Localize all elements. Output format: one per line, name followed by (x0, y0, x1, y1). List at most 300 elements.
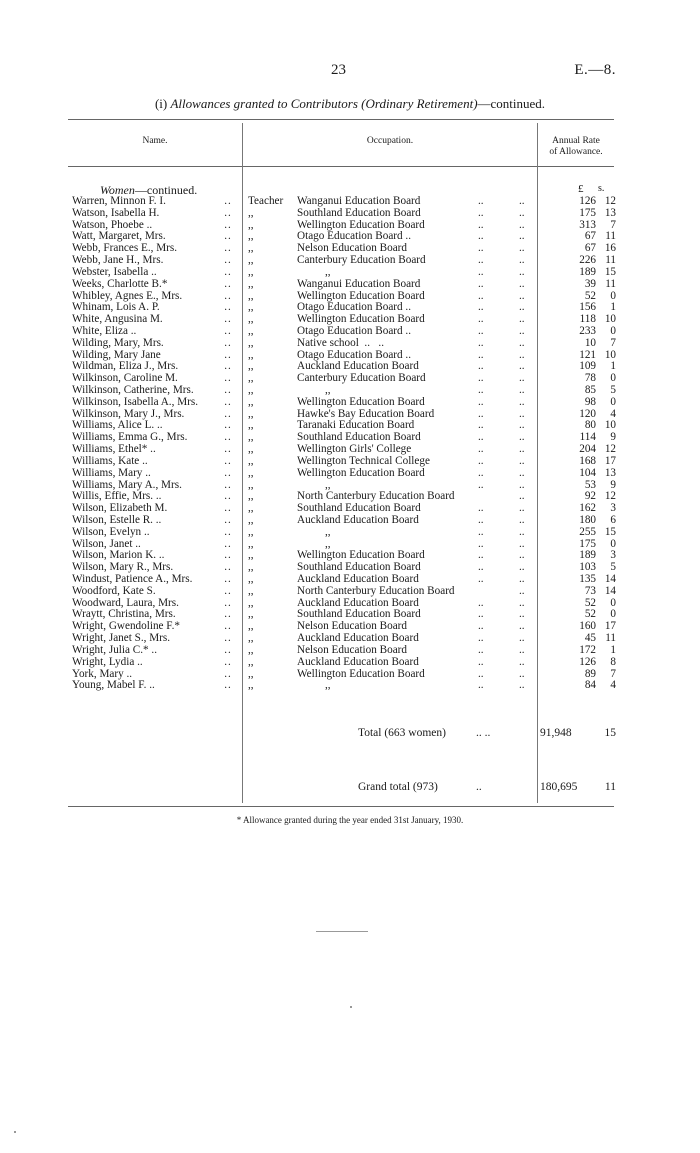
row-name: Wilson, Evelyn .. (72, 525, 150, 538)
row-occupation: Auckland Education Board (297, 513, 419, 526)
row-leader-dots-a: .. (478, 242, 484, 255)
row-leader-dots-b: .. (519, 454, 525, 467)
row-shillings: 14 (604, 584, 616, 597)
table-row (0, 515, 700, 527)
row-pounds: 109 (579, 360, 596, 373)
row-shillings: 11 (605, 277, 616, 290)
row-leader-dots: .. (224, 313, 232, 326)
row-leader-dots: .. (224, 466, 232, 479)
row-leader-dots-b: .. (519, 549, 525, 562)
row-shillings: 10 (604, 419, 616, 432)
row-leader-dots-b: .. (519, 265, 525, 278)
row-occupation: Wellington Education Board (297, 313, 425, 326)
row-pounds: 168 (579, 454, 596, 467)
row-occupation: Wellington Girls' College (297, 443, 412, 456)
row-pounds: 120 (579, 407, 596, 420)
row-leader-dots-a: .. (478, 360, 484, 373)
row-name: Wilson, Marion K. .. (72, 549, 165, 562)
row-occupation: Wanganui Education Board (297, 195, 421, 207)
row-occupation: Otago Education Board .. (297, 324, 412, 337)
row-leader-dots-a: .. (478, 655, 484, 668)
total-women-label: Total (663 women) (358, 727, 446, 739)
row-leader-dots: .. (224, 584, 232, 597)
row-leader-dots-b: .. (519, 679, 525, 692)
section-heading-italic: Women (100, 183, 135, 197)
row-occupation-prefix: ,, (248, 549, 254, 562)
row-shillings: 0 (610, 608, 616, 621)
row-leader-dots-b: .. (519, 336, 525, 349)
row-name: Williams, Mary A., Mrs. (72, 478, 182, 491)
row-pounds: 175 (579, 537, 596, 550)
row-name: Webb, Jane H., Mrs. (72, 254, 164, 267)
row-occupation: Wellington Education Board (297, 289, 425, 302)
row-leader-dots: .. (224, 301, 232, 314)
row-leader-dots-b: .. (519, 313, 525, 326)
table-row (0, 338, 700, 350)
grand-total-label: Grand total (973) (358, 781, 438, 793)
row-leader-dots: .. (224, 679, 232, 692)
row-leader-dots-b: .. (519, 395, 525, 408)
column-header-occupation: Occupation. (366, 136, 414, 146)
row-occupation: ,, (297, 679, 331, 692)
row-pounds: 175 (579, 206, 596, 219)
row-shillings: 8 (610, 655, 616, 668)
row-shillings: 9 (610, 478, 616, 491)
row-shillings: 11 (605, 230, 616, 243)
row-leader-dots: .. (224, 643, 232, 656)
row-name: Windust, Patience A., Mrs. (72, 573, 193, 585)
row-leader-dots: .. (224, 431, 232, 444)
row-leader-dots: .. (224, 549, 232, 562)
header-rule (68, 166, 242, 167)
row-leader-dots: .. (224, 206, 232, 219)
row-occupation: Wellington Education Board (297, 395, 425, 408)
row-shillings: 9 (610, 431, 616, 444)
row-leader-dots: .. (224, 265, 232, 278)
row-occupation: ,, (297, 525, 331, 538)
row-occupation: Canterbury Education Board (297, 254, 426, 267)
row-pounds: 92 (584, 490, 596, 503)
page-reference: E.—8. (574, 62, 616, 78)
row-shillings: 12 (604, 490, 616, 503)
row-leader-dots: .. (224, 289, 232, 302)
row-occupation-prefix: ,, (248, 608, 254, 621)
row-leader-dots-b: .. (519, 632, 525, 645)
row-name: Webb, Frances E., Mrs. (72, 242, 178, 255)
row-shillings: 13 (604, 466, 616, 479)
row-leader-dots-b: .. (519, 513, 525, 526)
row-leader-dots-b: .. (519, 360, 525, 373)
table-row (0, 267, 700, 279)
row-leader-dots-a: .. (478, 336, 484, 349)
row-occupation: Hawke's Bay Education Board (297, 407, 435, 420)
row-name: Wright, Gwendoline F.* (72, 620, 181, 633)
row-occupation-prefix: ,, (248, 419, 254, 432)
row-occupation-prefix: ,, (248, 395, 254, 408)
row-leader-dots: .. (224, 667, 232, 680)
row-occupation-prefix: ,, (248, 407, 254, 420)
row-leader-dots-b: .. (519, 537, 525, 550)
row-occupation-prefix: ,, (248, 336, 254, 349)
row-leader-dots-b: .. (519, 502, 525, 515)
row-name: Young, Mabel F. .. (72, 679, 155, 692)
row-name: White, Eliza .. (72, 324, 137, 337)
row-leader-dots: .. (224, 384, 232, 396)
row-occupation-prefix: ,, (248, 277, 254, 290)
row-occupation-prefix: ,, (248, 679, 254, 692)
row-shillings: 14 (604, 573, 616, 585)
row-leader-dots: .. (224, 537, 232, 550)
row-leader-dots-b: .. (519, 277, 525, 290)
row-leader-dots-b: .. (519, 431, 525, 444)
grand-total-amount: 180,695 (540, 781, 578, 793)
row-leader-dots: .. (224, 596, 232, 609)
row-name: Wildman, Eliza J., Mrs. (72, 360, 179, 373)
row-shillings: 7 (610, 336, 616, 349)
row-pounds: 162 (579, 502, 596, 515)
row-occupation-prefix: ,, (248, 454, 254, 467)
row-leader-dots-b: .. (519, 525, 525, 538)
footnote: * Allowance granted during the year ended 31st January, 1930. (236, 815, 464, 825)
header-rule-occupation (243, 166, 537, 167)
row-leader-dots-b: .. (519, 466, 525, 479)
row-leader-dots: .. (224, 454, 232, 467)
caption-prefix: (i) (154, 96, 171, 111)
row-pounds: 313 (579, 218, 596, 231)
row-leader-dots-a: .. (478, 608, 484, 621)
row-name: Whinam, Lois A. P. (72, 301, 160, 314)
row-pounds: 160 (579, 620, 596, 633)
row-name: Wilding, Mary, Mrs. (72, 336, 164, 349)
row-leader-dots-b: .. (519, 643, 525, 656)
row-pounds: 73 (584, 584, 596, 597)
row-occupation-prefix: ,, (248, 667, 254, 680)
row-occupation-prefix: ,, (248, 478, 254, 491)
row-shillings: 0 (610, 324, 616, 337)
row-shillings: 0 (610, 596, 616, 609)
row-pounds: 114 (579, 431, 596, 444)
row-occupation-prefix: ,, (248, 490, 254, 503)
row-occupation-prefix: ,, (248, 596, 254, 609)
row-leader-dots-a: .. (478, 265, 484, 278)
row-pounds: 78 (584, 372, 596, 385)
row-leader-dots-a: .. (478, 443, 484, 456)
row-occupation-prefix: ,, (248, 324, 254, 337)
row-occupation-prefix: ,, (248, 443, 254, 456)
row-occupation-prefix: ,, (248, 561, 254, 574)
row-occupation: Southland Education Board (297, 561, 421, 574)
row-name: Wilding, Mary Jane (72, 348, 161, 361)
row-leader-dots: .. (224, 407, 232, 420)
row-name: Weeks, Charlotte B.* (72, 277, 168, 290)
row-shillings: 4 (610, 679, 616, 692)
row-shillings: 4 (610, 407, 616, 420)
row-pounds: 89 (584, 667, 596, 680)
row-pounds: 85 (584, 384, 596, 396)
row-shillings: 11 (605, 254, 616, 267)
row-occupation: Southland Education Board (297, 608, 421, 621)
row-occupation: Southland Education Board (297, 206, 421, 219)
row-occupation: Taranaki Education Board (297, 419, 415, 432)
row-occupation: North Canterbury Education Board (297, 584, 455, 597)
row-occupation: Wanganui Education Board (297, 277, 421, 290)
row-name: Wraytt, Christina, Mrs. (72, 608, 176, 621)
row-occupation: Otago Education Board .. (297, 301, 412, 314)
section-heading-rest: —continued. (134, 183, 198, 197)
row-occupation-prefix: ,, (248, 466, 254, 479)
row-leader-dots: .. (224, 419, 232, 432)
row-occupation-prefix: ,, (248, 502, 254, 515)
row-shillings: 11 (605, 632, 616, 645)
row-occupation: Auckland Education Board (297, 655, 419, 668)
row-occupation-prefix: ,, (248, 655, 254, 668)
table-row (0, 208, 700, 220)
row-shillings: 5 (610, 384, 616, 396)
row-shillings: 0 (610, 372, 616, 385)
row-occupation: Wellington Education Board (297, 667, 425, 680)
table-row (0, 456, 700, 468)
row-shillings: 17 (604, 454, 616, 467)
row-occupation: ,, (297, 265, 331, 278)
table-row (0, 527, 700, 539)
row-leader-dots: .. (224, 632, 232, 645)
row-occupation: Otago Education Board .. (297, 230, 412, 243)
row-occupation-prefix: ,, (248, 384, 254, 396)
row-occupation-prefix: ,, (248, 230, 254, 243)
column-header-rate-line2: of Allowance. (549, 147, 603, 157)
table-row (0, 645, 700, 657)
row-occupation: ,, (297, 384, 331, 396)
row-leader-dots-b: .. (519, 419, 525, 432)
row-name: Wright, Janet S., Mrs. (72, 632, 171, 645)
row-occupation: Auckland Education Board (297, 360, 419, 373)
row-leader-dots: .. (224, 218, 232, 231)
table-row (0, 657, 700, 669)
row-occupation: Southland Education Board (297, 502, 421, 515)
row-leader-dots-a: .. (478, 466, 484, 479)
row-occupation-prefix: ,, (248, 360, 254, 373)
row-leader-dots: .. (224, 372, 232, 385)
unit-pounds: £ (578, 183, 584, 195)
row-leader-dots-b: .. (519, 254, 525, 267)
row-leader-dots-b: .. (519, 301, 525, 314)
row-pounds: 126 (579, 655, 596, 668)
table-body (0, 196, 700, 692)
row-leader-dots-b: .. (519, 596, 525, 609)
row-pounds: 67 (584, 242, 596, 255)
row-occupation: Auckland Education Board (297, 573, 419, 585)
row-leader-dots: .. (224, 502, 232, 515)
row-occupation-prefix: ,, (248, 573, 254, 585)
row-leader-dots: .. (224, 655, 232, 668)
row-name: Wilson, Estelle R. .. (72, 513, 162, 526)
row-leader-dots-a: .. (478, 667, 484, 680)
row-leader-dots: .. (224, 608, 232, 621)
row-leader-dots: .. (224, 490, 232, 503)
row-pounds: 80 (584, 419, 596, 432)
row-leader-dots: .. (224, 620, 232, 633)
row-pounds: 255 (579, 525, 596, 538)
row-leader-dots-a: .. (478, 384, 484, 396)
row-leader-dots-a: .. (478, 407, 484, 420)
row-shillings: 10 (604, 313, 616, 326)
row-pounds: 104 (579, 466, 596, 479)
row-leader-dots-a: .. (478, 254, 484, 267)
row-pounds: 52 (584, 289, 596, 302)
row-occupation-prefix: ,, (248, 584, 254, 597)
row-shillings: 12 (604, 195, 616, 207)
row-pounds: 189 (579, 549, 596, 562)
row-occupation: Native school .. .. (297, 336, 384, 349)
row-leader-dots-b: .. (519, 218, 525, 231)
row-name: Warren, Minnon F. I. (72, 195, 166, 207)
total-women-amount: 91,948 (540, 727, 572, 739)
table-row (0, 468, 700, 480)
row-occupation-prefix: ,, (248, 643, 254, 656)
row-name: Williams, Alice L. .. (72, 419, 163, 432)
column-header-rate-line1: Annual Rate (552, 136, 600, 146)
row-leader-dots-b: .. (519, 573, 525, 585)
row-occupation: Wellington Technical College (297, 454, 430, 467)
row-name: Webster, Isabella .. (72, 265, 157, 278)
row-leader-dots-b: .. (519, 478, 525, 491)
row-name: Williams, Mary .. (72, 466, 151, 479)
row-leader-dots-a: .. (478, 301, 484, 314)
row-leader-dots-a: .. (478, 525, 484, 538)
row-leader-dots-a: .. (478, 549, 484, 562)
row-occupation: Nelson Education Board (297, 242, 407, 255)
row-occupation: ,, (297, 478, 331, 491)
row-occupation-prefix: ,, (248, 348, 254, 361)
row-leader-dots-b: .. (519, 608, 525, 621)
row-occupation: Otago Education Board .. (297, 348, 412, 361)
row-leader-dots-a: .. (478, 289, 484, 302)
row-shillings: 1 (610, 643, 616, 656)
row-occupation-prefix: ,, (248, 313, 254, 326)
row-leader-dots-a: .. (478, 195, 484, 207)
row-leader-dots-a: .. (478, 620, 484, 633)
caption-title: Allowances granted to Contributors (Ordinary Retirement) (170, 96, 478, 111)
row-shillings: 7 (610, 218, 616, 231)
row-name: Williams, Emma G., Mrs. (72, 431, 188, 444)
row-leader-dots-a: .. (478, 372, 484, 385)
row-leader-dots: .. (224, 230, 232, 243)
header-rule-rate (538, 166, 614, 167)
row-occupation-prefix: ,, (248, 620, 254, 633)
row-leader-dots: .. (224, 242, 232, 255)
row-leader-dots-a: .. (478, 632, 484, 645)
row-occupation-prefix: ,, (248, 254, 254, 267)
row-name: White, Angusina M. (72, 313, 163, 326)
row-shillings: 15 (604, 525, 616, 538)
row-pounds: 103 (579, 561, 596, 574)
row-name: Woodford, Kate S. (72, 584, 156, 597)
row-name: Wilkinson, Mary J., Mrs. (72, 407, 185, 420)
row-leader-dots-b: .. (519, 372, 525, 385)
row-occupation-prefix: ,, (248, 525, 254, 538)
row-leader-dots-b: .. (519, 407, 525, 420)
row-shillings: 0 (610, 395, 616, 408)
row-pounds: 189 (579, 265, 596, 278)
row-leader-dots: .. (224, 324, 232, 337)
row-leader-dots-a: .. (478, 643, 484, 656)
row-pounds: 135 (579, 573, 596, 585)
row-occupation: Wellington Education Board (297, 466, 425, 479)
row-shillings: 1 (610, 301, 616, 314)
row-pounds: 121 (579, 348, 596, 361)
row-occupation: Wellington Education Board (297, 549, 425, 562)
row-pounds: 53 (584, 478, 596, 491)
row-leader-dots-b: .. (519, 443, 525, 456)
grand-total-shillings: 11 (604, 781, 616, 793)
row-leader-dots: .. (224, 478, 232, 491)
row-occupation-prefix: ,, (248, 301, 254, 314)
row-leader-dots-b: .. (519, 384, 525, 396)
row-leader-dots: .. (224, 573, 232, 585)
row-leader-dots-a: .. (478, 454, 484, 467)
row-leader-dots-a: .. (478, 313, 484, 326)
row-leader-dots: .. (224, 395, 232, 408)
row-leader-dots-a: .. (478, 431, 484, 444)
row-leader-dots-b: .. (519, 195, 525, 207)
row-leader-dots: .. (224, 360, 232, 373)
row-shillings: 6 (610, 513, 616, 526)
row-occupation: Auckland Education Board (297, 596, 419, 609)
row-shillings: 7 (610, 667, 616, 680)
row-leader-dots: .. (224, 513, 232, 526)
row-name: York, Mary .. (72, 667, 133, 680)
row-leader-dots-a: .. (478, 502, 484, 515)
row-pounds: 84 (584, 679, 596, 692)
table-row (0, 397, 700, 409)
row-name: Wright, Lydia .. (72, 655, 143, 668)
row-occupation-prefix: ,, (248, 289, 254, 302)
row-leader-dots-b: .. (519, 561, 525, 574)
total-women-shillings: 15 (604, 727, 616, 739)
row-pounds: 98 (584, 395, 596, 408)
row-occupation-prefix: Teacher (248, 195, 284, 207)
row-leader-dots-a: .. (478, 324, 484, 337)
row-shillings: 0 (610, 537, 616, 550)
row-name: Watt, Margaret, Mrs. (72, 230, 166, 243)
row-occupation: Southland Education Board (297, 431, 421, 444)
row-leader-dots: .. (224, 561, 232, 574)
row-leader-dots: .. (224, 525, 232, 538)
row-leader-dots: .. (224, 254, 232, 267)
row-leader-dots-a: .. (478, 537, 484, 550)
row-pounds: 126 (579, 195, 596, 207)
row-leader-dots: .. (224, 195, 232, 207)
row-pounds: 156 (579, 301, 596, 314)
row-shillings: 13 (604, 206, 616, 219)
row-leader-dots-a: .. (478, 679, 484, 692)
row-name: Watson, Phoebe .. (72, 218, 153, 231)
row-pounds: 180 (579, 513, 596, 526)
row-leader-dots-b: .. (519, 655, 525, 668)
row-occupation-prefix: ,, (248, 537, 254, 550)
row-leader-dots-a: .. (478, 596, 484, 609)
row-leader-dots-b: .. (519, 230, 525, 243)
row-leader-dots-b: .. (519, 242, 525, 255)
table-caption (0, 96, 700, 112)
row-leader-dots-a: .. (478, 395, 484, 408)
row-name: Wilkinson, Isabella A., Mrs. (72, 395, 199, 408)
row-name: Wilkinson, Catherine, Mrs. (72, 384, 194, 396)
short-divider (316, 931, 368, 932)
row-shillings: 10 (604, 348, 616, 361)
row-name: Whibley, Agnes E., Mrs. (72, 289, 183, 302)
row-pounds: 52 (584, 608, 596, 621)
